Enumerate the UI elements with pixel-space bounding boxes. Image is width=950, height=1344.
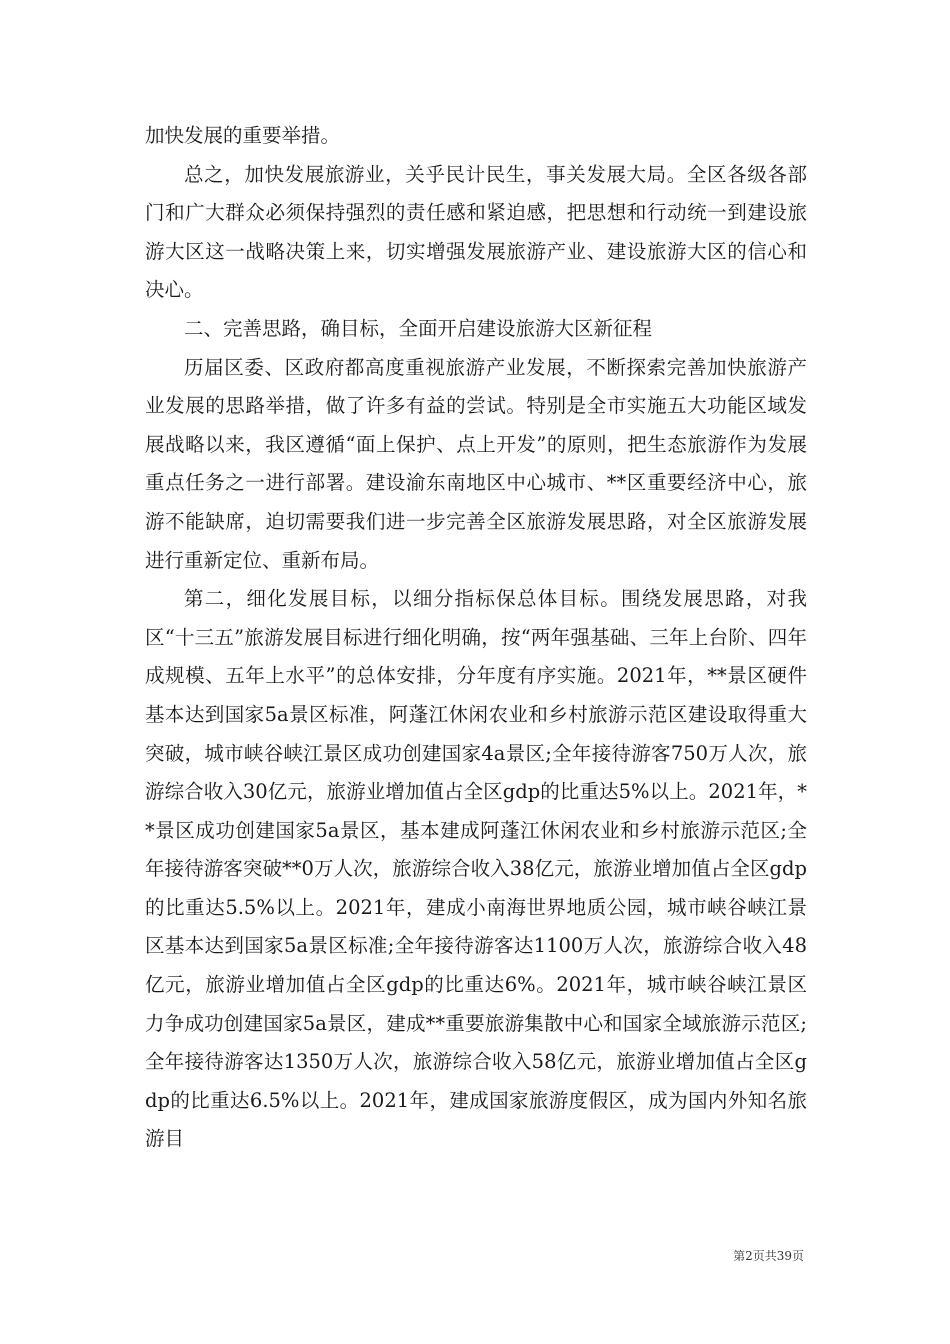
paragraph-3: 历届区委、区政府都高度重视旅游产业发展，不断探索完善加快旅游产业发展的思路举措，做了许多有益的尝试。特别是全市实施五大功能区域发展战略以来，我区遵循“面上保护、点上开发”的原则，把生态旅游作为发展重点任务之一进行部署。建设渝东南地区中心城市、**区重要经济中心，旅游不能缺席，迫切需要我们进一步完善全区旅游发展思路，对全区旅游发展进行重新定位、重新布局。 bbox=[145, 355, 807, 572]
paragraph-1: 加快发展的重要举措。 bbox=[145, 124, 341, 147]
document-body bbox=[145, 117, 807, 1159]
paragraph-4: 第二，细化发展目标，以细分指标保总体目标。围绕发展思路，对我区“十三五”旅游发展目标进行细化明确，按“两年强基础、三年上台阶、四年成规模、五年上水平”的总体安排，分年度有序实施。2021年，**景区硬件基本达到国家5a景区标准，阿蓬江休闲农业和乡村旅游示范区建设取得重大突破，城市峡谷峡江景区成功创建国家4a景区;全年接待游客750万人次，旅游综合收入30亿元，旅游业增加值占全区gdp的比重达5%以上。2021年，**景区成功创建国家5a景区，基本建成阿蓬江休闲农业和乡村旅游示范区;全年接待游客突破**0万人次，旅游综合收入38亿元，旅游业增加值占全区gdp的比重达5.5%以上。2021年，建成小南海世界地质公园，城市峡谷峡江景区基本达到国家5a景区标准;全年接待游客达1100万人次，旅游综合收入48亿元，旅游业增加值占全区gdp的比重达6%。2021年，城市峡谷峡江景区力争成功创建国家5a景区，建成**重要旅游集散中心和国家全域旅游示范区;全年接待游客达1350万人次，旅游综合收入58亿元，旅游业增加值占全区gdp的比重达6.5%以上。2021年，建成国家旅游度假区，成为国内外知名旅游目 bbox=[145, 587, 807, 1151]
paragraph-2: 总之，加快发展旅游业，关乎民计民生，事关发展大局。全区各级各部门和广大群众必须保持强烈的责任感和紧迫感，把思想和行动统一到建设旅游大区这一战略决策上来，切实增强发展旅游产业、建设旅游大区的信心和决心。 bbox=[145, 162, 807, 302]
section-heading: 二、完善思路，确目标，全面开启建设旅游大区新征程 bbox=[184, 316, 653, 340]
page-number: 第2页共39页 bbox=[733, 1249, 804, 1263]
